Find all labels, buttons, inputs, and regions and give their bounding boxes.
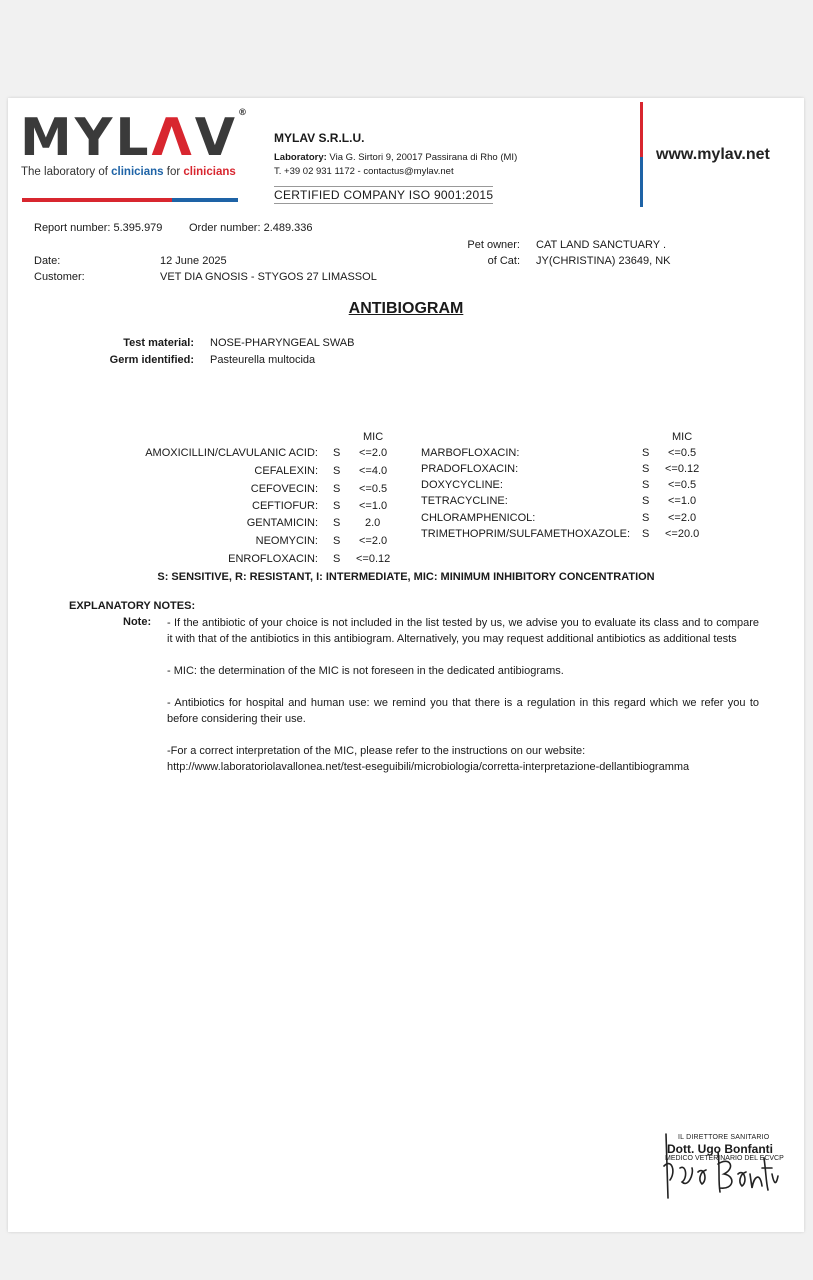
date-label: Date:	[34, 255, 61, 267]
mic-header-right: MIC	[672, 431, 693, 443]
customer-label: Customer:	[34, 271, 85, 283]
laboratory-address-value: Via G. Sirtori 9, 20017 Passirana di Rho (MI)	[326, 152, 518, 163]
antibiotic-name: TRIMETHOPRIM/SULFAMETHOXAZOLE:	[421, 528, 631, 540]
note-paragraph-2: - MIC: the determination of the MIC is not foreseen in the dedicated antibiograms.	[167, 665, 564, 677]
mic-header-left: MIC	[363, 431, 384, 443]
antibiotic-name: TETRACYCLINE:	[421, 495, 508, 507]
tagline-clinicians-1: clinicians	[111, 166, 164, 178]
test-material-label: Test material:	[123, 337, 194, 349]
antibiotic-name: CHLORAMPHENICOL:	[421, 512, 536, 524]
company-name: MYLAV S.R.L.U.	[274, 131, 365, 145]
signature-role: MEDICO VETERINARIO DEL ECVCP	[665, 1155, 784, 1162]
divider-red	[640, 102, 643, 157]
divider-blue	[640, 157, 643, 207]
antibiotic-mic: <=1.0	[668, 495, 697, 507]
note-paragraph-3: - Antibiotics for hospital and human use: we remind you that there is a regulation in this regard which we refer you to before considering their use.	[167, 697, 759, 725]
test-material-value: NOSE-PHARYNGEAL SWAB	[210, 337, 355, 349]
antibiotic-result: S	[642, 463, 650, 475]
handwritten-signature	[658, 1128, 780, 1210]
antibiotic-mic: <=1.0	[359, 500, 388, 512]
antibiotic-result: S	[642, 512, 650, 524]
antibiotic-mic: <=0.12	[356, 553, 391, 565]
antibiotic-name: DOXYCYCLINE:	[421, 479, 503, 491]
logo-registered-mark: ®	[238, 108, 251, 118]
antibiotic-name: MARBOFLOXACIN:	[421, 447, 520, 459]
antibiotic-name: CEFOVECIN:	[250, 483, 318, 495]
antibiotic-result: S	[333, 535, 341, 547]
antibiotic-result: S	[333, 553, 341, 565]
antibiotic-mic: <=0.5	[359, 483, 388, 495]
antibiotic-mic: <=2.0	[359, 447, 388, 459]
antibiotic-mic: <=20.0	[665, 528, 700, 540]
germ-identified-value: Pasteurella multocida	[210, 354, 316, 366]
antibiotic-result: S	[333, 483, 341, 495]
signature-name: Dott. Ugo Bonfanti	[667, 1142, 773, 1156]
antibiotic-result: S	[333, 447, 341, 459]
order-number: Order number: 2.489.336	[189, 222, 313, 234]
logo-text-start: MYL	[20, 108, 152, 168]
laboratory-label: Laboratory:	[274, 152, 327, 163]
antibiotic-mic: <=0.5	[668, 479, 697, 491]
logo-text-end: V	[194, 108, 239, 168]
antibiotic-result: S	[642, 447, 650, 459]
of-cat-value: JY(CHRISTINA) 23649, NK	[536, 255, 671, 267]
antibiotic-name: ENROFLOXACIN:	[228, 553, 318, 565]
antibiotic-name: CEFTIOFUR:	[252, 500, 318, 512]
of-cat-label: of Cat:	[487, 255, 520, 267]
antibiotic-mic: <=0.5	[668, 447, 697, 459]
note-paragraph-4	[167, 743, 759, 775]
antibiotic-name: GENTAMICIN:	[246, 517, 318, 529]
note-paragraph-4-text: -For a correct interpretation of the MIC, please refer to the instructions on our website:	[167, 745, 586, 757]
note-label: Note:	[123, 616, 152, 628]
report-page	[8, 98, 804, 1232]
antibiotic-mic: <=4.0	[359, 465, 388, 477]
antibiotic-name: CEFALEXIN:	[254, 465, 318, 477]
report-number: Report number: 5.395.979	[34, 222, 163, 234]
tagline-mid: for	[163, 166, 184, 178]
tagline-clinicians-2: clinicians	[183, 166, 236, 178]
antibiotic-result: S	[642, 479, 650, 491]
antibiotic-result: S	[333, 517, 341, 529]
tagline-pre: The laboratory of	[21, 166, 112, 178]
contact-line: T. +39 02 931 1172 - contactus@mylav.net	[274, 166, 454, 177]
logo-underline-blue	[172, 198, 238, 202]
antibiotic-result: S	[333, 465, 341, 477]
mylav-logo	[20, 108, 250, 168]
signature-title: IL DIRETTORE SANITARIO	[678, 1134, 770, 1141]
pet-owner-value: CAT LAND SANCTUARY .	[536, 239, 666, 251]
antibiotic-name: NEOMYCIN:	[255, 535, 318, 547]
antibiotic-name: AMOXICILLIN/CLAVULANIC ACID:	[145, 447, 318, 459]
logo-text-a: Λ	[151, 108, 195, 168]
antibiotic-mic: <=2.0	[359, 535, 388, 547]
website-link[interactable]: www.mylav.net	[656, 146, 770, 163]
customer-value: VET DIA GNOSIS - STYGOS 27 LIMASSOL	[160, 271, 377, 283]
explanatory-notes-heading: EXPLANATORY NOTES:	[69, 600, 196, 612]
note-paragraph-1: - If the antibiotic of your choice is not included in the list tested by us, we advise you to evaluate its class and to compare it with that of the antibiotics in this antibiogram. Alternatively, you may request additional antibiotics as additional tests	[167, 617, 759, 645]
antibiotic-mic: 2.0	[365, 517, 381, 529]
logo-underline-red	[22, 198, 172, 202]
antibiotic-result: S	[333, 500, 341, 512]
antibiotic-mic: <=2.0	[668, 512, 697, 524]
antibiotic-result: S	[642, 528, 650, 540]
antibiotic-result: S	[642, 495, 650, 507]
germ-identified-label: Germ identified:	[109, 354, 194, 366]
antibiotic-name: PRADOFLOXACIN:	[421, 463, 519, 475]
pet-owner-label: Pet owner:	[467, 239, 520, 251]
result-legend: S: SENSITIVE, R: RESISTANT, I: INTERMEDIATE, MIC: MINIMUM INHIBITORY CONCENTRATION	[157, 571, 655, 583]
report-title: ANTIBIOGRAM	[348, 300, 464, 317]
antibiotic-mic: <=0.12	[665, 463, 700, 475]
interpretation-link[interactable]: http://www.laboratoriolavallonea.net/test-eseguibili/microbiologia/corretta-interpretazione-dellantibiogramma	[167, 761, 690, 773]
logo-tagline	[21, 166, 236, 178]
date-value: 12 June 2025	[160, 255, 227, 267]
laboratory-address	[274, 152, 517, 163]
certification-label: CERTIFIED COMPANY ISO 9001:2015	[274, 188, 494, 202]
